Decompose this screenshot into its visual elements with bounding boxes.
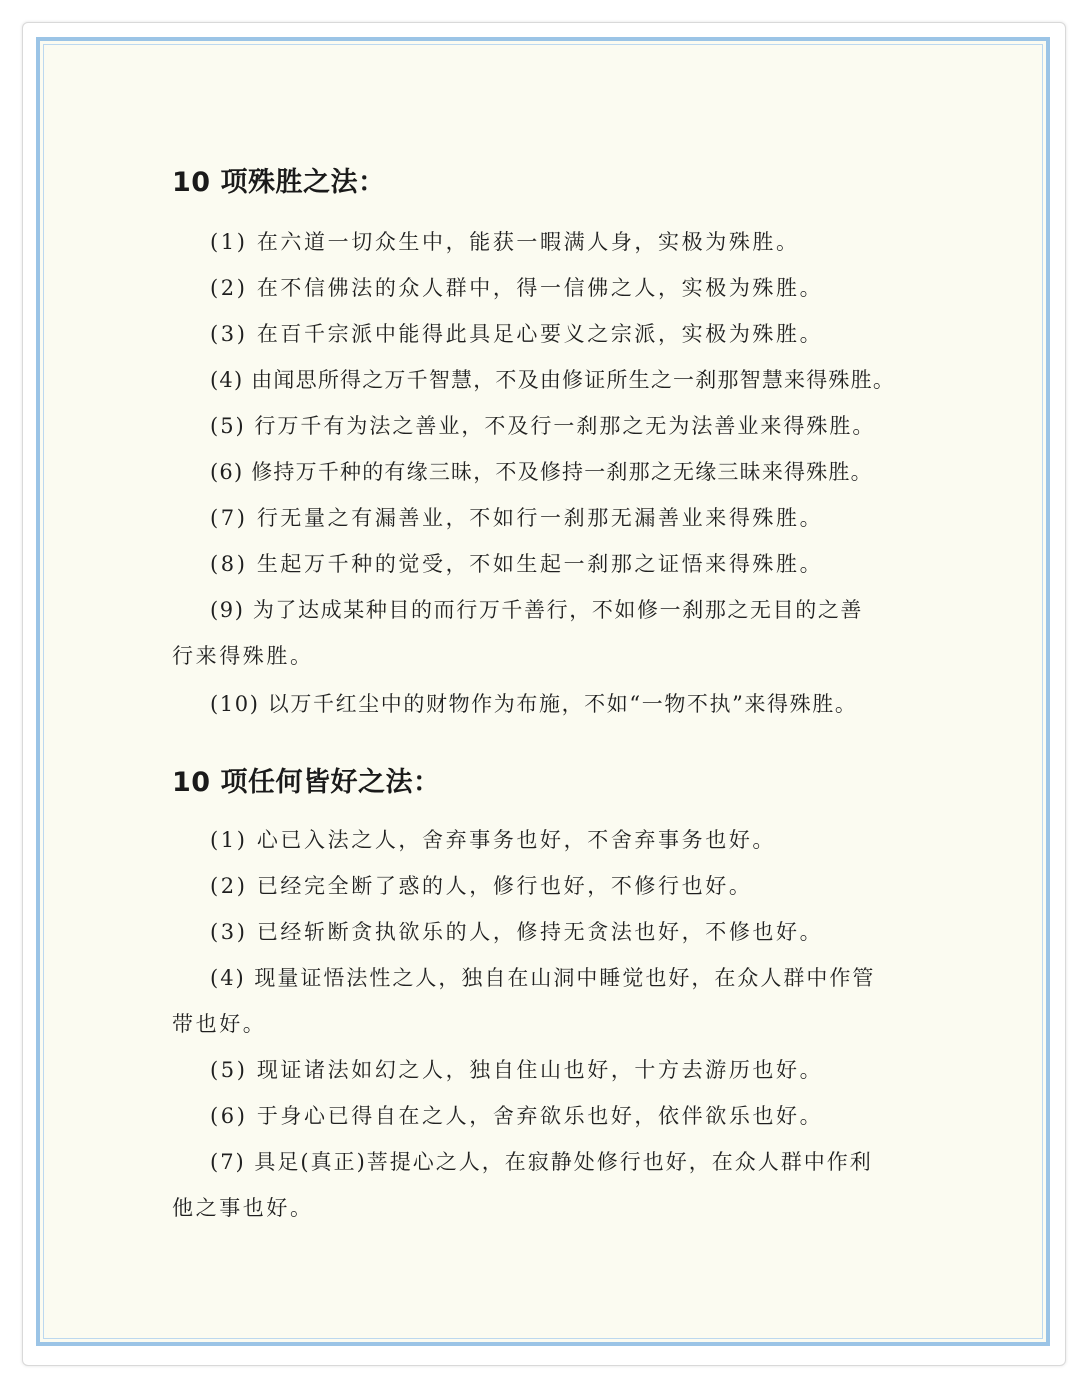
list-item: (8) 生起万千种的觉受，不如生起一刹那之证悟来得殊胜。 [210,552,824,576]
section-title-anything-good: 10 项任何皆好之法： [172,767,441,798]
list-item: (1) 心已入法之人，舍弃事务也好，不舍弃事务也好。 [210,828,777,852]
list-item: (5) 现证诸法如幻之人，独自住山也好，十方去游历也好。 [210,1058,824,1082]
list-item: (9) 为了达成某种目的而行万千善行，不如修一刹那之无目的之善 [210,598,864,622]
list-item-continuation: 他之事也好。 [172,1196,314,1220]
list-item: (3) 在百千宗派中能得此具足心要义之宗派，实极为殊胜。 [210,322,824,346]
list-item: (1) 在六道一切众生中，能获一暇满人身，实极为殊胜。 [210,230,800,254]
section-title-supreme: 10 项殊胜之法： [172,167,386,198]
list-item: (3) 已经斩断贪执欲乐的人，修持无贪法也好，不修也好。 [210,920,824,944]
list-item: (6) 修持万千种的有缘三昧，不及修持一刹那之无缘三昧来得殊胜。 [210,460,873,484]
list-item-continuation: 带也好。 [172,1012,267,1036]
list-item: (7) 行无量之有漏善业，不如行一刹那无漏善业来得殊胜。 [210,506,824,530]
list-item: (4) 由闻思所得之万千智慧，不及由修证所生之一刹那智慧来得殊胜。 [210,368,896,392]
list-item: (10) 以万千红尘中的财物作为布施，不如“一物不执”来得殊胜。 [210,692,858,716]
list-item: (6) 于身心已得自在之人，舍弃欲乐也好，依伴欲乐也好。 [210,1104,824,1128]
list-item: (2) 在不信佛法的众人群中，得一信佛之人，实极为殊胜。 [210,276,824,300]
list-item: (4) 现量证悟法性之人，独自在山洞中睡觉也好，在众人群中作管 [210,966,876,990]
list-item: (5) 行万千有为法之善业，不及行一刹那之无为法善业来得殊胜。 [210,414,876,438]
list-item-continuation: 行来得殊胜。 [172,644,314,668]
list-item: (7) 具足(真正)菩提心之人，在寂静处修行也好，在众人群中作利 [210,1150,873,1174]
list-item: (2) 已经完全断了惑的人，修行也好，不修行也好。 [210,874,753,898]
